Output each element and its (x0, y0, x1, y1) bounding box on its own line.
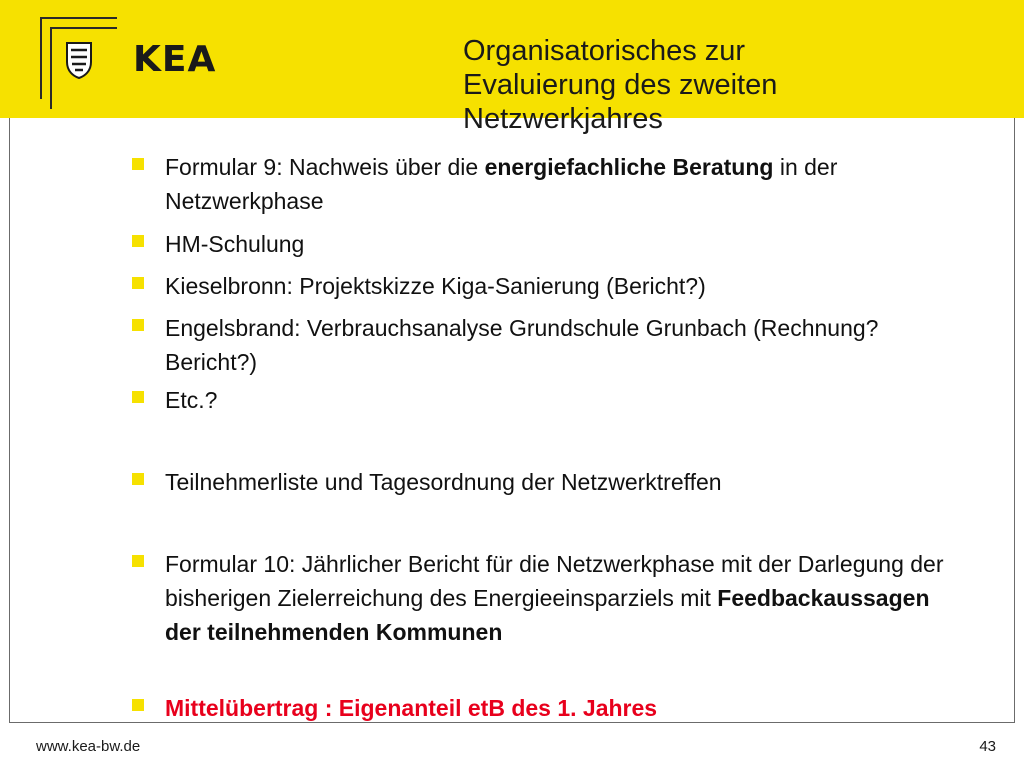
bullet-text: Kieselbronn: Projektskizze Kiga-Sanierung (Bericht?) (165, 273, 706, 299)
bullet-text: Mittelübertrag : Eigenanteil etB des 1. Jahres (165, 695, 658, 721)
bullet-item (165, 227, 965, 261)
square-bullet-icon (132, 277, 144, 289)
bullet-item (165, 311, 965, 379)
bullet-item (165, 547, 965, 649)
bullet-item (165, 465, 965, 499)
bullet-item (165, 383, 965, 417)
bullet-text: HM-Schulung (165, 231, 305, 257)
square-bullet-icon (132, 391, 144, 403)
slide-title: Organisatorisches zur Evaluierung des zweiten Netzwerkjahres (463, 35, 778, 135)
logo-text: KEA (133, 39, 217, 80)
square-bullet-icon (132, 699, 144, 711)
bullet-text: in der Netzwerkphase (165, 154, 838, 214)
square-bullet-icon (132, 158, 144, 170)
footer-url: www.kea-bw.de (36, 738, 141, 755)
bullet-item (165, 150, 965, 218)
bullet-text: Etc.? (165, 387, 218, 413)
square-bullet-icon (132, 555, 144, 567)
bullet-text: Formular 9: Nachweis über die (165, 154, 485, 180)
bullet-emphasis: Feedbackaussagen der teilnehmenden Kommunen (165, 585, 930, 645)
bullet-text: Formular 10: Jährlicher Bericht für die Netzwerkphase mit der Darlegung der bisherigen Zielerreichung des Energieeinsparziels mit (165, 551, 944, 611)
bullet-item (165, 269, 965, 303)
page-number: 43 (979, 738, 996, 755)
bullet-emphasis: energiefachliche Beratung (484, 154, 774, 180)
bullet-item-highlight (165, 691, 965, 725)
bullet-text: Engelsbrand: Verbrauchsanalyse Grundschule Grunbach (Rechnung? Bericht?) (165, 315, 879, 375)
bullet-text: Teilnehmerliste und Tagesordnung der Netzwerktreffen (165, 469, 722, 495)
square-bullet-icon (132, 473, 144, 485)
square-bullet-icon (132, 235, 144, 247)
square-bullet-icon (132, 319, 144, 331)
